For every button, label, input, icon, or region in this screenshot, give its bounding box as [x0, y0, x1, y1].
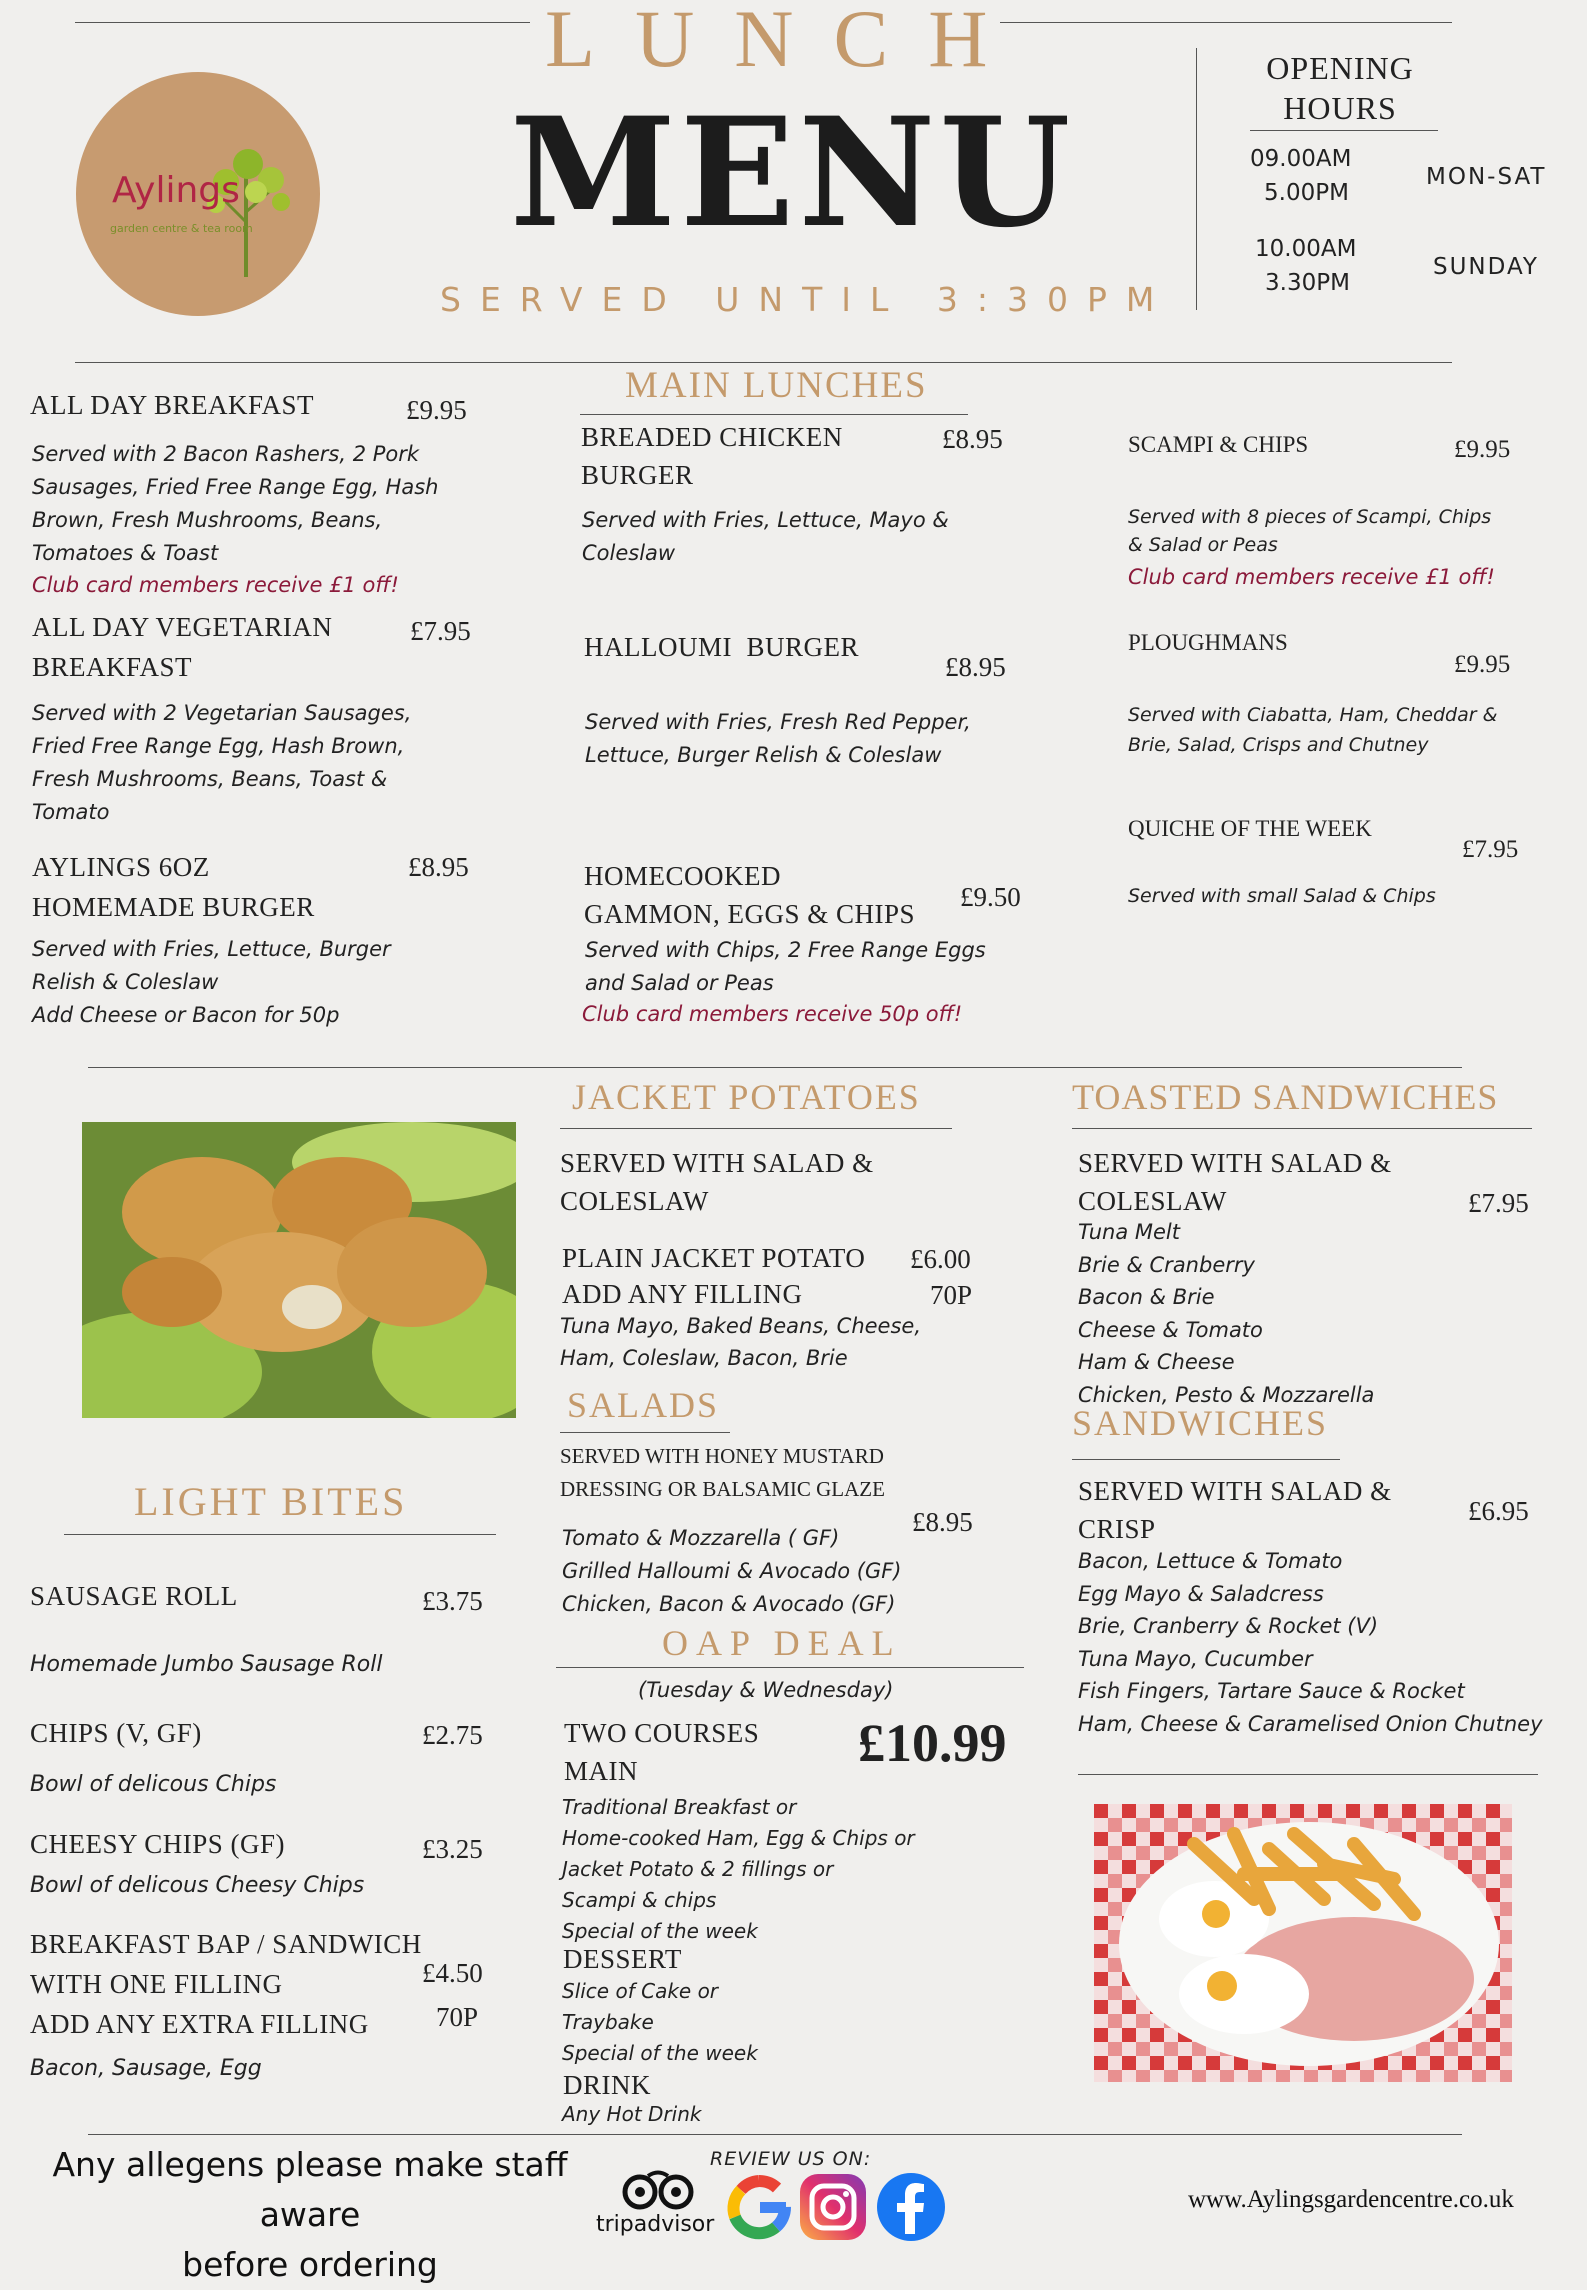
- price-chips: £2.75: [422, 1720, 483, 1750]
- desc-breaded-chicken-burger: Served with Fries, Lettuce, Mayo & Coleslaw: [582, 508, 949, 565]
- price-breaded-chicken-burger: £8.95: [942, 424, 1003, 454]
- item-add-filling: ADD ANY FILLING: [562, 1279, 803, 1309]
- logo-name: Aylings: [112, 170, 240, 211]
- desc-vegetarian-breakfast: Served with 2 Vegetarian Sausages, Fried Free Range Egg, Hash Brown, Fresh Mushrooms, Beans, Toast & Tomato: [32, 701, 412, 824]
- facebook-link[interactable]: [876, 2172, 946, 2242]
- item-chips: CHIPS (V, GF): [30, 1718, 202, 1748]
- allergen-notice: Any allegens please make staff aware before ordering: [52, 2145, 568, 2284]
- jacket-served-with: SERVED WITH SALAD & COLESLAW: [560, 1148, 874, 1216]
- oap-two-courses: TWO COURSES MAIN: [564, 1718, 760, 1786]
- item-breaded-chicken-burger: BREADED CHICKEN BURGER: [581, 422, 843, 490]
- item-scampi-chips: SCAMPI & CHIPS: [1128, 432, 1309, 457]
- light-bites-title: LIGHT BITES: [134, 1479, 408, 1524]
- instagram-link[interactable]: [798, 2172, 868, 2242]
- price-cheesy-chips: £3.25: [422, 1834, 483, 1864]
- price-ploughmans: £9.95: [1454, 651, 1511, 678]
- footer-rule: [88, 2134, 1462, 2135]
- item-ploughmans: PLOUGHMANS: [1128, 630, 1288, 655]
- jacket-potatoes-title: JACKET POTATOES: [572, 1077, 921, 1117]
- desc-halloumi-burger: Served with Fries, Fresh Red Pepper, Lettuce, Burger Relish & Coleslaw: [585, 710, 971, 767]
- oap-dessert: DESSERT: [563, 1944, 682, 1974]
- tripadvisor-link[interactable]: [596, 2170, 718, 2242]
- ham-egg-chips-image: [1094, 1804, 1512, 2082]
- header-rule-right: [1000, 22, 1452, 23]
- toasted-sandwiches-title: TOASTED SANDWICHES: [1072, 1077, 1499, 1117]
- price-quiche: £7.95: [1462, 836, 1519, 863]
- item-cheesy-chips: CHEESY CHIPS (GF): [30, 1829, 286, 1859]
- light-bites-rule: [64, 1534, 496, 1535]
- hours-open-2: 10.00AM: [1255, 236, 1357, 262]
- fried-scampi-image: [82, 1122, 516, 1418]
- oap-rule: [556, 1667, 1024, 1668]
- price-plain-jacket: £6.00: [910, 1244, 971, 1274]
- desc-breakfast-bap: Bacon, Sausage, Egg: [30, 2056, 262, 2081]
- item-homemade-burger: AYLINGS 6OZ HOMEMADE BURGER: [32, 852, 315, 922]
- served-until: SERVED UNTIL 3:30PM: [440, 280, 1174, 319]
- price-gammon-eggs-chips: £9.50: [960, 882, 1021, 912]
- item-quiche: QUICHE OF THE WEEK: [1128, 816, 1372, 841]
- hours-row-2: [1255, 232, 1575, 300]
- tripadvisor-label: tripadvisor: [596, 2212, 715, 2237]
- price-sandwiches: £6.95: [1468, 1496, 1529, 1526]
- price-extra-filling: 70P: [436, 2002, 479, 2032]
- oap-drink-items: Any Hot Drink: [562, 2102, 702, 2126]
- hours-title-line1: OPENING: [1266, 50, 1414, 86]
- oap-price: £10.99: [858, 1713, 1007, 1773]
- sandwiches-rule: [1072, 1459, 1340, 1460]
- item-all-day-breakfast: ALL DAY BREAKFAST: [30, 390, 315, 420]
- website-link[interactable]: www.Aylingsgardencentre.co.uk: [1188, 2186, 1514, 2213]
- club-offer-breakfast: Club card members receive £1 off!: [32, 573, 399, 597]
- hours-close-2: 3.30PM: [1265, 270, 1350, 296]
- hours-title: [1250, 48, 1430, 128]
- toasted-served-with: SERVED WITH SALAD & COLESLAW: [1078, 1148, 1392, 1216]
- sandwiches-title: SANDWICHES: [1072, 1403, 1329, 1443]
- hours-open-1: 09.00AM: [1250, 146, 1352, 172]
- sandwiches-list: Bacon, Lettuce & Tomato Egg Mayo & Saladcress Brie, Cranberry & Rocket (V) Tuna Mayo, Cucumber Fish Fingers, Tartare Sauce & Rocket Ham, Cheese & Caramelised Onion Chutney: [1078, 1549, 1543, 1736]
- instagram-icon: [798, 2172, 868, 2242]
- club-offer-scampi: Club card members receive £1 off!: [1128, 565, 1495, 589]
- header-rule-left: [75, 22, 530, 23]
- toasted-list: Tuna Melt Brie & Cranberry Bacon & Brie Cheese & Tomato Ham & Cheese Chicken, Pesto & Mozzarella: [1078, 1220, 1375, 1407]
- price-scampi-chips: £9.95: [1454, 436, 1511, 463]
- review-label: REVIEW US ON:: [710, 2148, 872, 2170]
- oap-dessert-items: Slice of Cake or Traybake Special of the week: [562, 1979, 758, 2065]
- oap-deal-title: OAP DEAL: [662, 1623, 902, 1663]
- item-breakfast-bap: BREAKFAST BAP / SANDWICH WITH ONE FILLING ADD ANY EXTRA FILLING: [30, 1929, 422, 2039]
- hours-close-1: 5.00PM: [1264, 180, 1349, 206]
- club-offer-gammon: Club card members receive 50p off!: [582, 1002, 963, 1026]
- ham-egg-chips-photo: [1094, 1804, 1512, 2082]
- price-salads: £8.95: [912, 1507, 973, 1537]
- hours-days-2: SUNDAY: [1433, 254, 1539, 280]
- right-photo-rule: [1078, 1774, 1538, 1775]
- desc-scampi-chips: Served with 8 pieces of Scampi, Chips & Salad or Peas: [1128, 506, 1492, 556]
- price-toasted: £7.95: [1468, 1188, 1529, 1218]
- item-vegetarian-breakfast: ALL DAY VEGETARIAN BREAKFAST: [32, 612, 333, 682]
- price-halloumi-burger: £8.95: [945, 652, 1006, 682]
- google-link[interactable]: [724, 2172, 794, 2242]
- toasted-rule: [1072, 1128, 1532, 1129]
- logo-tagline: garden centre & tea room: [110, 222, 253, 235]
- salads-rule: [560, 1432, 730, 1433]
- mid-rule: [88, 1067, 1462, 1068]
- hours-title-rule: [1250, 130, 1438, 131]
- hours-days-1: MON-SAT: [1426, 164, 1547, 190]
- hours-divider: [1196, 48, 1197, 310]
- google-icon: [724, 2172, 794, 2242]
- oap-days: (Tuesday & Wednesday): [638, 1678, 894, 1702]
- oap-main-items: Traditional Breakfast or Home-cooked Ham, Egg & Chips or Jacket Potato & 2 fillings or Scampi & chips Special of the week: [562, 1795, 915, 1943]
- lunch-heading: LUNCH: [545, 0, 1028, 84]
- salads-list: Tomato & Mozzarella ( GF) Grilled Halloumi & Avocado (GF) Chicken, Bacon & Avocado (GF): [562, 1526, 902, 1616]
- price-breakfast-bap: £4.50: [422, 1958, 483, 1988]
- oap-drink: DRINK: [563, 2070, 651, 2100]
- main-lunches-rule: [580, 414, 968, 415]
- item-sausage-roll: SAUSAGE ROLL: [30, 1581, 238, 1611]
- sandwiches-served-with: SERVED WITH SALAD & CRISP: [1078, 1476, 1392, 1544]
- facebook-icon: [876, 2172, 946, 2242]
- menu-heading: MENU: [510, 85, 1075, 261]
- item-halloumi-burger: HALLOUMI BURGER: [584, 632, 859, 662]
- header-bottom-rule: [75, 362, 1452, 363]
- item-plain-jacket: PLAIN JACKET POTATO: [562, 1243, 866, 1273]
- desc-cheesy-chips: Bowl of delicous Cheesy Chips: [30, 1873, 365, 1898]
- desc-sausage-roll: Homemade Jumbo Sausage Roll: [30, 1652, 383, 1677]
- scampi-photo: [82, 1122, 516, 1418]
- salads-served-with: SERVED WITH HONEY MUSTARD DRESSING OR BALSAMIC GLAZE: [560, 1444, 885, 1501]
- salads-title: SALADS: [567, 1385, 720, 1425]
- desc-homemade-burger: Served with Fries, Lettuce, Burger Relish & Coleslaw Add Cheese or Bacon for 50p: [32, 937, 391, 1027]
- price-homemade-burger: £8.95: [408, 852, 469, 882]
- aylings-logo: [76, 72, 320, 316]
- price-vegetarian-breakfast: £7.95: [410, 616, 471, 646]
- desc-chips: Bowl of delicous Chips: [30, 1772, 277, 1797]
- hours-title-line2: HOURS: [1283, 90, 1397, 126]
- desc-quiche: Served with small Salad & Chips: [1128, 885, 1436, 907]
- desc-gammon-eggs-chips: Served with Chips, 2 Free Range Eggs and Salad or Peas: [585, 938, 986, 995]
- item-gammon-eggs-chips: HOMECOOKED GAMMON, EGGS & CHIPS: [584, 861, 916, 929]
- price-sausage-roll: £3.75: [422, 1586, 483, 1616]
- tripadvisor-owl-icon: [618, 2170, 698, 2210]
- price-add-filling: 70P: [930, 1280, 973, 1310]
- hours-row-1: [1250, 142, 1570, 210]
- jacket-fillings: Tuna Mayo, Baked Beans, Cheese, Ham, Coleslaw, Bacon, Brie: [560, 1314, 921, 1370]
- price-all-day-breakfast: £9.95: [406, 395, 467, 425]
- jacket-rule: [560, 1128, 952, 1129]
- desc-all-day-breakfast: Served with 2 Bacon Rashers, 2 Pork Sausages, Fried Free Range Egg, Hash Brown, Fresh Mushrooms, Beans, Tomatoes & Toast: [32, 442, 439, 565]
- desc-ploughmans: Served with Ciabatta, Ham, Cheddar & Brie, Salad, Crisps and Chutney: [1128, 704, 1498, 756]
- main-lunches-title: MAIN LUNCHES: [625, 365, 928, 406]
